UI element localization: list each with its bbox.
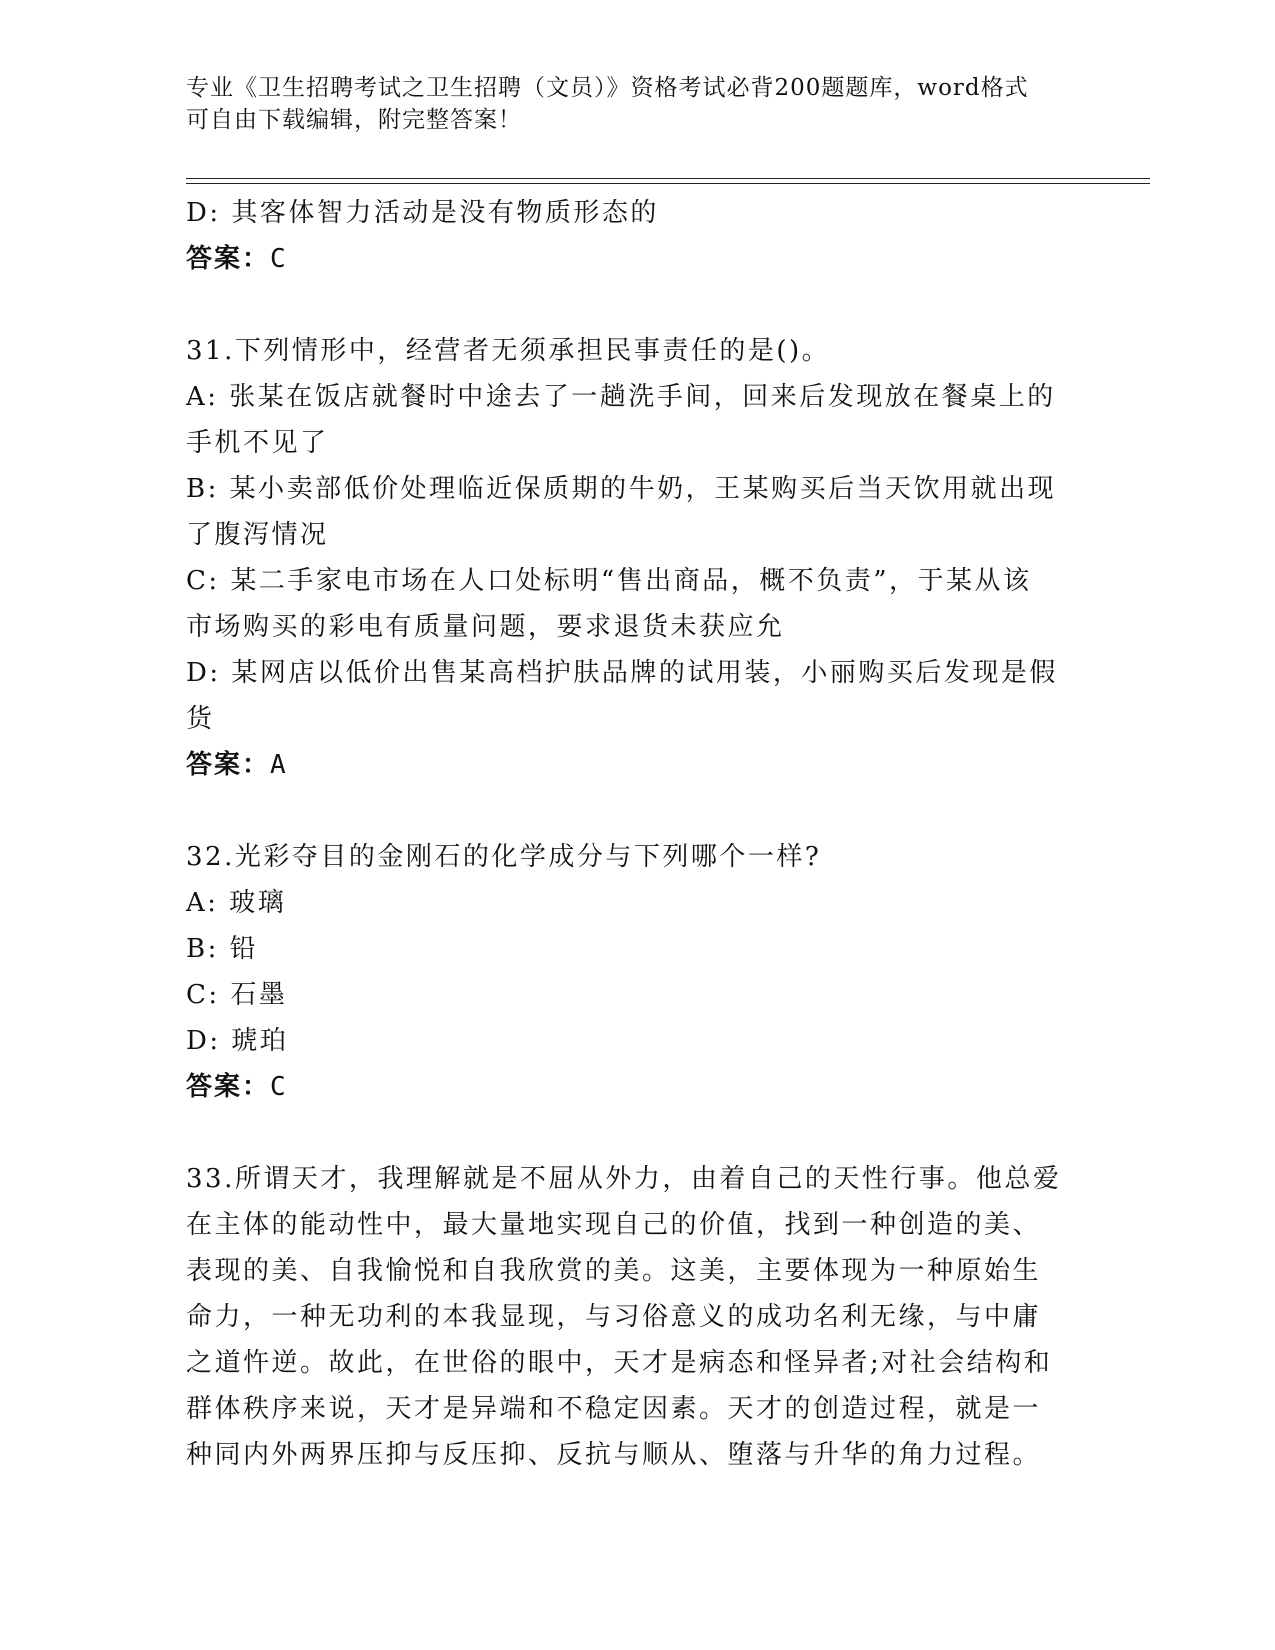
answer-line [186,742,1076,788]
question-30-tail [186,190,1076,282]
header-line-2: 可自由下载编辑，附完整答案！ [186,107,522,133]
question-text-line: 种同内外两界压抑与反压抑、反抗与顺从、堕落与升华的角力过程。 [186,1440,1042,1470]
option-a-line-2: 手机不见了 [186,428,329,458]
option-b-line-2: 了腹泻情况 [186,520,329,550]
option-a-line-1: A: 张某在饭店就餐时中途去了一趟洗手间，回来后发现放在餐桌上的 [186,382,1056,412]
option-b: B: 铅 [186,934,259,964]
question-31 [186,328,1076,788]
answer-label: 答案： [186,1072,271,1102]
option-b-line-1: B: 某小卖部低价处理临近保质期的牛奶，王某购买后当天饮用就出现 [186,474,1057,504]
answer-line [186,236,1076,282]
option-c-line-1: C: 某二手家电市场在人口处标明“售出商品，概不负责”，于某从该 [186,566,1032,596]
option-a: A: 玻璃 [186,888,287,918]
answer-value: C [270,1072,289,1102]
option-d: D: 其客体智力活动是没有物质形态的 [186,198,659,228]
answer-label: 答案： [186,750,271,780]
question-text-line: 之道忤逆。故此，在世俗的眼中，天才是病态和怪异者;对社会结构和 [186,1348,1053,1378]
question-text-line: 在主体的能动性中，最大量地实现自己的价值，找到一种创造的美、 [186,1210,1042,1240]
question-text: 31.下列情形中，经营者无须承担民事责任的是()。 [186,336,831,366]
option-d-line-1: D: 某网店以低价出售某高档护肤品牌的试用装，小丽购买后发现是假 [186,658,1058,688]
question-32 [186,834,1076,1110]
header-divider-top [186,178,1150,179]
document-body [186,190,1076,1478]
answer-line [186,1064,1076,1110]
spacer [186,1110,1076,1156]
option-d-line-2: 货 [186,704,215,734]
answer-value: C [270,244,289,274]
option-c: C: 石墨 [186,980,288,1010]
spacer [186,788,1076,834]
question-text-line: 33.所谓天才，我理解就是不屈从外力，由着自己的天性行事。他总爱 [186,1164,1062,1194]
answer-label: 答案： [186,244,271,274]
document-header [186,72,1066,136]
question-text-line: 群体秩序来说，天才是异端和不稳定因素。天才的创造过程，就是一 [186,1394,1042,1424]
question-text-line: 表现的美、自我愉悦和自我欣赏的美。这美，主要体现为一种原始生 [186,1256,1042,1286]
option-c-line-2: 市场购买的彩电有质量问题，要求退货未获应允 [186,612,785,642]
question-text-line: 命力，一种无功利的本我显现，与习俗意义的成功名利无缘，与中庸 [186,1302,1042,1332]
header-divider-bottom [186,183,1150,184]
question-33 [186,1156,1076,1478]
answer-value: A [270,750,289,780]
question-text: 32.光彩夺目的金刚石的化学成分与下列哪个一样? [186,842,822,872]
spacer [186,282,1076,328]
option-d: D: 琥珀 [186,1026,289,1056]
header-line-1: 专业《卫生招聘考试之卫生招聘（文员）》资格考试必背200题题库，word格式 [186,75,1029,101]
